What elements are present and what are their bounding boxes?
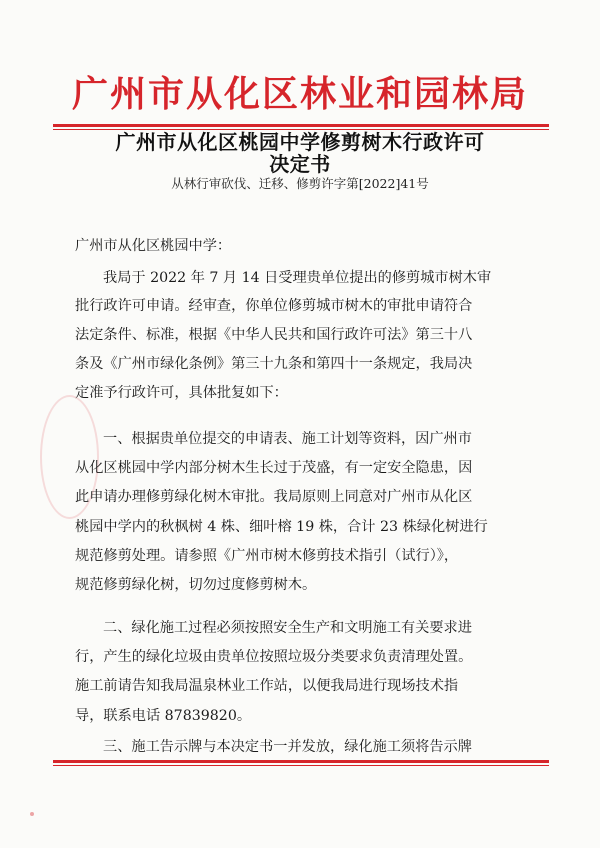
body-line: 此申请办理修剪绿化树木审批。我局原则上同意对广州市从化区 xyxy=(75,489,473,505)
body-line: 二、绿化施工过程必须按照安全生产和文明施工有关要求进 xyxy=(103,620,472,636)
body-line: 一、根据贵单位提交的申请表、施工计划等资料，因广州市 xyxy=(103,431,472,447)
punch-mark xyxy=(30,812,34,816)
body-line: 导，联系电话 87839820。 xyxy=(75,708,252,724)
body-line: 桃园中学内的秋枫树 4 株、细叶榕 19 株，合计 23 株绿化树进行 xyxy=(75,519,488,535)
body-line: 规范修剪绿化树，切勿过度修剪树木。 xyxy=(75,577,317,593)
body-line: 定准予行政许可，具体批复如下： xyxy=(75,385,288,401)
letterhead-rule-thick xyxy=(53,124,549,127)
body-line: 行，产生的绿化垃圾由贵单位按照垃圾分类要求负责清理处置。 xyxy=(75,649,473,665)
document-title-line-1: 广州市从化区桃园中学修剪树木行政许可 xyxy=(115,130,485,154)
footer-rule-thick xyxy=(53,760,549,763)
body-line: 从化区桃园中学内部分树木生长过于茂盛，有一定安全隐患，因 xyxy=(75,460,473,476)
body-line: 规范修剪处理。请参照《广州市树木修剪技术指引（试行）》， xyxy=(75,548,459,564)
body-line: 三、施工告示牌与本决定书一并发放，绿化施工须将告示牌 xyxy=(103,739,472,755)
agency-letterhead: 广州市从化区林业和园林局 xyxy=(71,73,528,115)
addressee: 广州市从化区桃园中学： xyxy=(75,238,232,254)
body-line: 条及《广州市绿化条例》第三十九条和第四十一条规定，我局决 xyxy=(75,356,473,372)
document-number: 从林行审砍伐、迁移、修剪许字第[2022]41号 xyxy=(171,176,429,191)
body-line: 我局于 2022 年 7 月 14 日受理贵单位提出的修剪城市树木审 xyxy=(103,270,492,286)
footer-rule-thin xyxy=(53,765,549,766)
body-line: 法定条件、标准，根据《中华人民共和国行政许可法》第三十八 xyxy=(75,327,473,343)
body-line: 施工前请告知我局温泉林业工作站，以便我局进行现场技术指 xyxy=(75,678,459,694)
body-line: 批行政许可申请。经审查，你单位修剪城市树木的审批申请符合 xyxy=(75,298,473,314)
document-title-line-2: 决定书 xyxy=(269,152,331,176)
